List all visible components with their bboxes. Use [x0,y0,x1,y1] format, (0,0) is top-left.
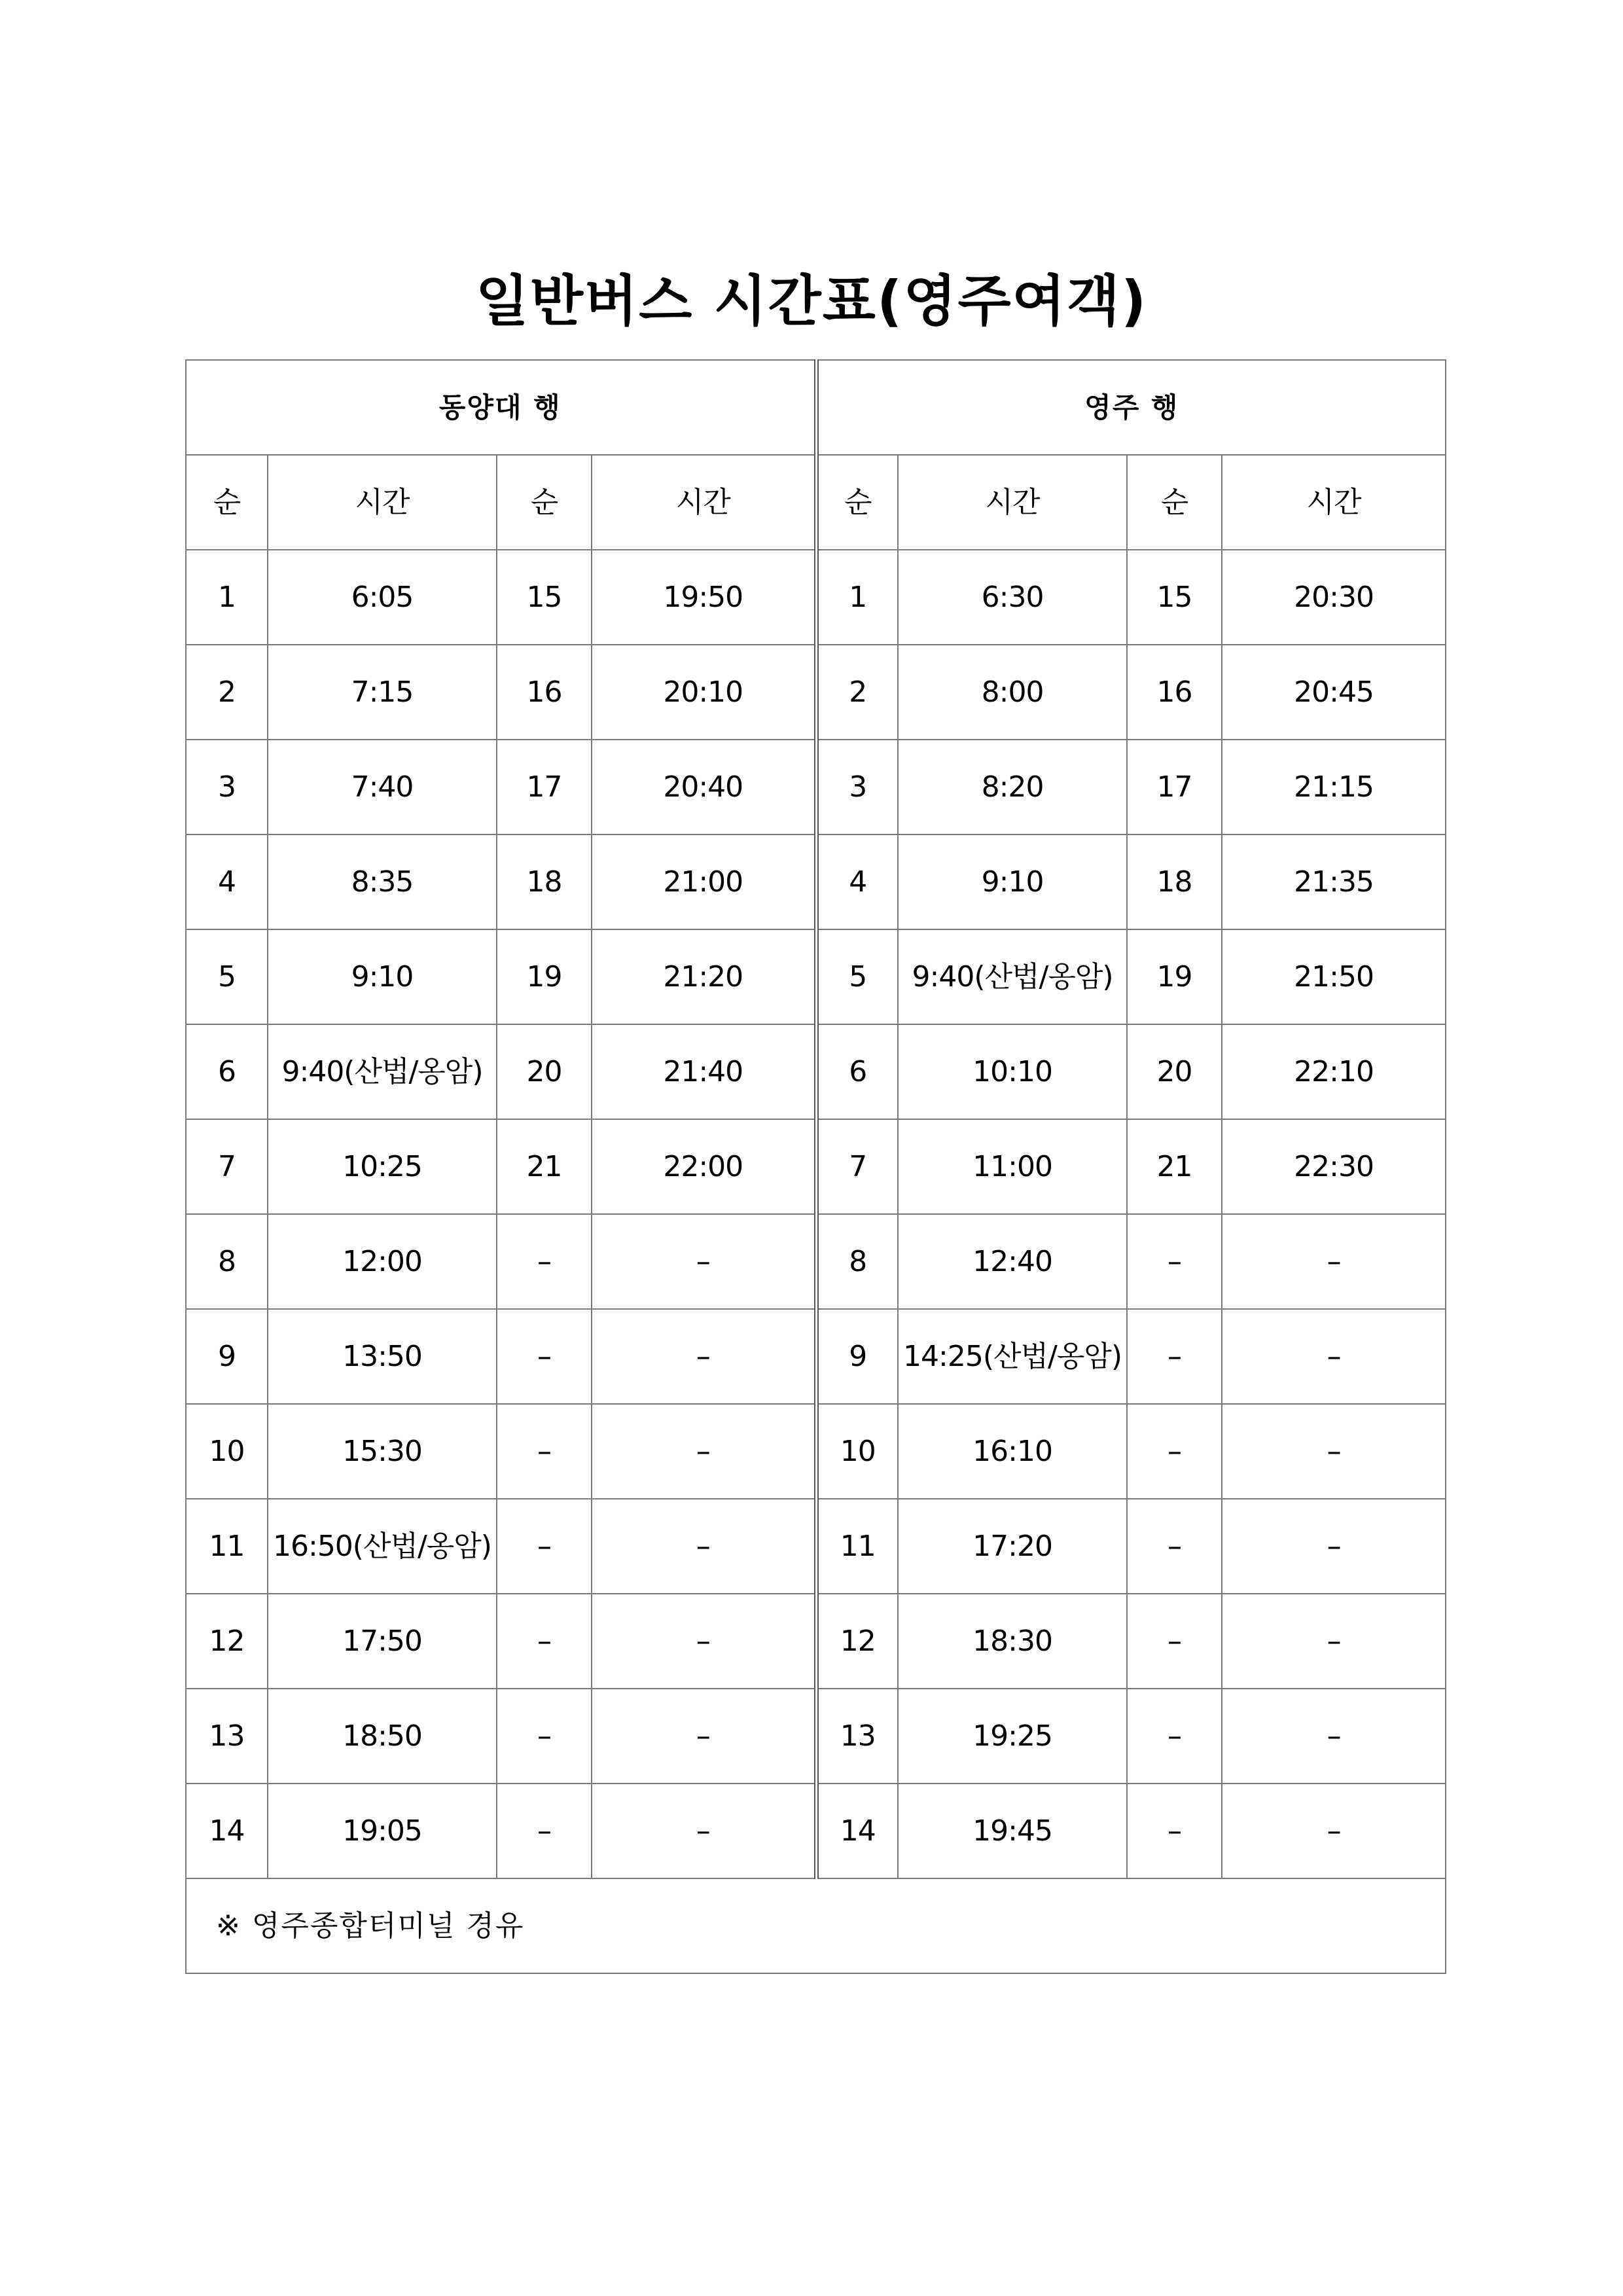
order-cell: – [497,1689,592,1784]
order-cell: 1 [186,550,268,645]
time-cell: 22:10 [1222,1024,1446,1119]
table-row [186,1214,1446,1309]
time-cell: – [592,1214,816,1309]
time-cell: 10:10 [898,1024,1127,1119]
time-cell: 6:05 [268,550,497,645]
table-row [186,1309,1446,1404]
order-cell: 5 [186,929,268,1024]
time-cell: 20:40 [592,740,816,834]
time-cell: 11:00 [898,1119,1127,1214]
order-cell: 16 [1127,645,1222,740]
order-cell: 8 [186,1214,268,1309]
time-cell: 9:40(산법/옹암) [898,929,1127,1024]
time-cell: 12:00 [268,1214,497,1309]
order-cell: – [497,1594,592,1689]
time-cell: 8:00 [898,645,1127,740]
order-cell: 4 [816,834,898,929]
time-cell: – [1222,1214,1446,1309]
time-cell: 7:15 [268,645,497,740]
order-cell: – [497,1214,592,1309]
time-cell: 21:00 [592,834,816,929]
order-cell: 9 [186,1309,268,1404]
document-title: 일반버스 시간표(영주여객) [475,269,1148,333]
time-cell: – [592,1594,816,1689]
table-row [186,834,1446,929]
time-cell: 12:40 [898,1214,1127,1309]
time-cell: 21:15 [1222,740,1446,834]
order-cell: 18 [1127,834,1222,929]
time-cell: – [592,1784,816,1878]
col-header-order: 순 [816,455,898,550]
time-cell: 22:30 [1222,1119,1446,1214]
col-header-time: 시간 [592,455,816,550]
order-cell: 2 [186,645,268,740]
order-cell: 1 [816,550,898,645]
time-cell: 10:25 [268,1119,497,1214]
bus-timetable [185,359,1446,1974]
table-row [186,550,1446,645]
order-cell: 21 [497,1119,592,1214]
time-cell: 16:50(산법/옹암) [268,1499,497,1594]
time-cell: – [1222,1689,1446,1784]
order-cell: – [497,1784,592,1878]
order-cell: 14 [186,1784,268,1878]
time-cell: – [1222,1594,1446,1689]
time-cell: 13:50 [268,1309,497,1404]
col-header-order: 순 [1127,455,1222,550]
order-cell: – [1127,1499,1222,1594]
order-cell: 10 [186,1404,268,1499]
order-cell: 3 [186,740,268,834]
footnote: ※ 영주종합터미널 경유 [186,1878,1446,1973]
time-cell: 19:05 [268,1784,497,1878]
col-header-order: 순 [186,455,268,550]
order-cell: 20 [1127,1024,1222,1119]
destination-dongyang: 동양대 행 [186,360,816,455]
order-cell: – [1127,1784,1222,1878]
order-cell: – [1127,1309,1222,1404]
time-cell: 17:50 [268,1594,497,1689]
order-cell: 12 [816,1594,898,1689]
time-cell: – [592,1689,816,1784]
order-cell: – [1127,1594,1222,1689]
order-cell: 5 [816,929,898,1024]
table-row [186,1404,1446,1499]
order-cell: 10 [816,1404,898,1499]
order-cell: 17 [497,740,592,834]
time-cell: – [1222,1404,1446,1499]
time-cell: – [1222,1309,1446,1404]
time-cell: 9:10 [898,834,1127,929]
destination-header-row [186,360,1446,455]
time-cell: 20:30 [1222,550,1446,645]
time-cell: 18:30 [898,1594,1127,1689]
order-cell: 16 [497,645,592,740]
time-cell: 7:40 [268,740,497,834]
order-cell: 6 [186,1024,268,1119]
time-cell: 21:20 [592,929,816,1024]
order-cell: 18 [497,834,592,929]
order-cell: – [1127,1214,1222,1309]
time-cell: 14:25(산법/옹암) [898,1309,1127,1404]
destination-yeongju: 영주 행 [816,360,1446,455]
order-cell: – [1127,1404,1222,1499]
time-cell: 15:30 [268,1404,497,1499]
time-cell: – [1222,1784,1446,1878]
time-cell: 18:50 [268,1689,497,1784]
time-cell: 21:35 [1222,834,1446,929]
order-cell: 12 [186,1594,268,1689]
order-cell: 19 [1127,929,1222,1024]
column-header-row [186,455,1446,550]
order-cell: 11 [816,1499,898,1594]
table-row [186,1784,1446,1878]
table-row [186,1119,1446,1214]
table-row [186,1594,1446,1689]
order-cell: 13 [186,1689,268,1784]
order-cell: 20 [497,1024,592,1119]
order-cell: 6 [816,1024,898,1119]
table-row [186,1499,1446,1594]
note-row [186,1878,1446,1973]
time-cell: 8:35 [268,834,497,929]
time-cell: 21:40 [592,1024,816,1119]
order-cell: 19 [497,929,592,1024]
time-cell: 20:45 [1222,645,1446,740]
order-cell: – [497,1309,592,1404]
time-cell: 16:10 [898,1404,1127,1499]
time-cell: 19:50 [592,550,816,645]
table-row [186,929,1446,1024]
table-row [186,1024,1446,1119]
order-cell: 13 [816,1689,898,1784]
table-row [186,1689,1446,1784]
time-cell: 19:45 [898,1784,1127,1878]
order-cell: 7 [186,1119,268,1214]
time-cell: – [592,1309,816,1404]
order-cell: 9 [816,1309,898,1404]
order-cell: 11 [186,1499,268,1594]
time-cell: 9:10 [268,929,497,1024]
time-cell: 17:20 [898,1499,1127,1594]
time-cell: 21:50 [1222,929,1446,1024]
order-cell: 4 [186,834,268,929]
time-cell: 9:40(산법/옹암) [268,1024,497,1119]
order-cell: – [497,1499,592,1594]
time-cell: 8:20 [898,740,1127,834]
table-row [186,645,1446,740]
order-cell: – [497,1404,592,1499]
table-row [186,740,1446,834]
time-cell: 19:25 [898,1689,1127,1784]
col-header-time: 시간 [1222,455,1446,550]
order-cell: 2 [816,645,898,740]
col-header-time: 시간 [268,455,497,550]
order-cell: 15 [497,550,592,645]
col-header-time: 시간 [898,455,1127,550]
order-cell: 8 [816,1214,898,1309]
time-cell: – [592,1499,816,1594]
order-cell: 3 [816,740,898,834]
col-header-order: 순 [497,455,592,550]
time-cell: 22:00 [592,1119,816,1214]
order-cell: 21 [1127,1119,1222,1214]
order-cell: 14 [816,1784,898,1878]
order-cell: 7 [816,1119,898,1214]
order-cell: 15 [1127,550,1222,645]
time-cell: 20:10 [592,645,816,740]
order-cell: 17 [1127,740,1222,834]
time-cell: – [592,1404,816,1499]
order-cell: – [1127,1689,1222,1784]
time-cell: – [1222,1499,1446,1594]
time-cell: 6:30 [898,550,1127,645]
